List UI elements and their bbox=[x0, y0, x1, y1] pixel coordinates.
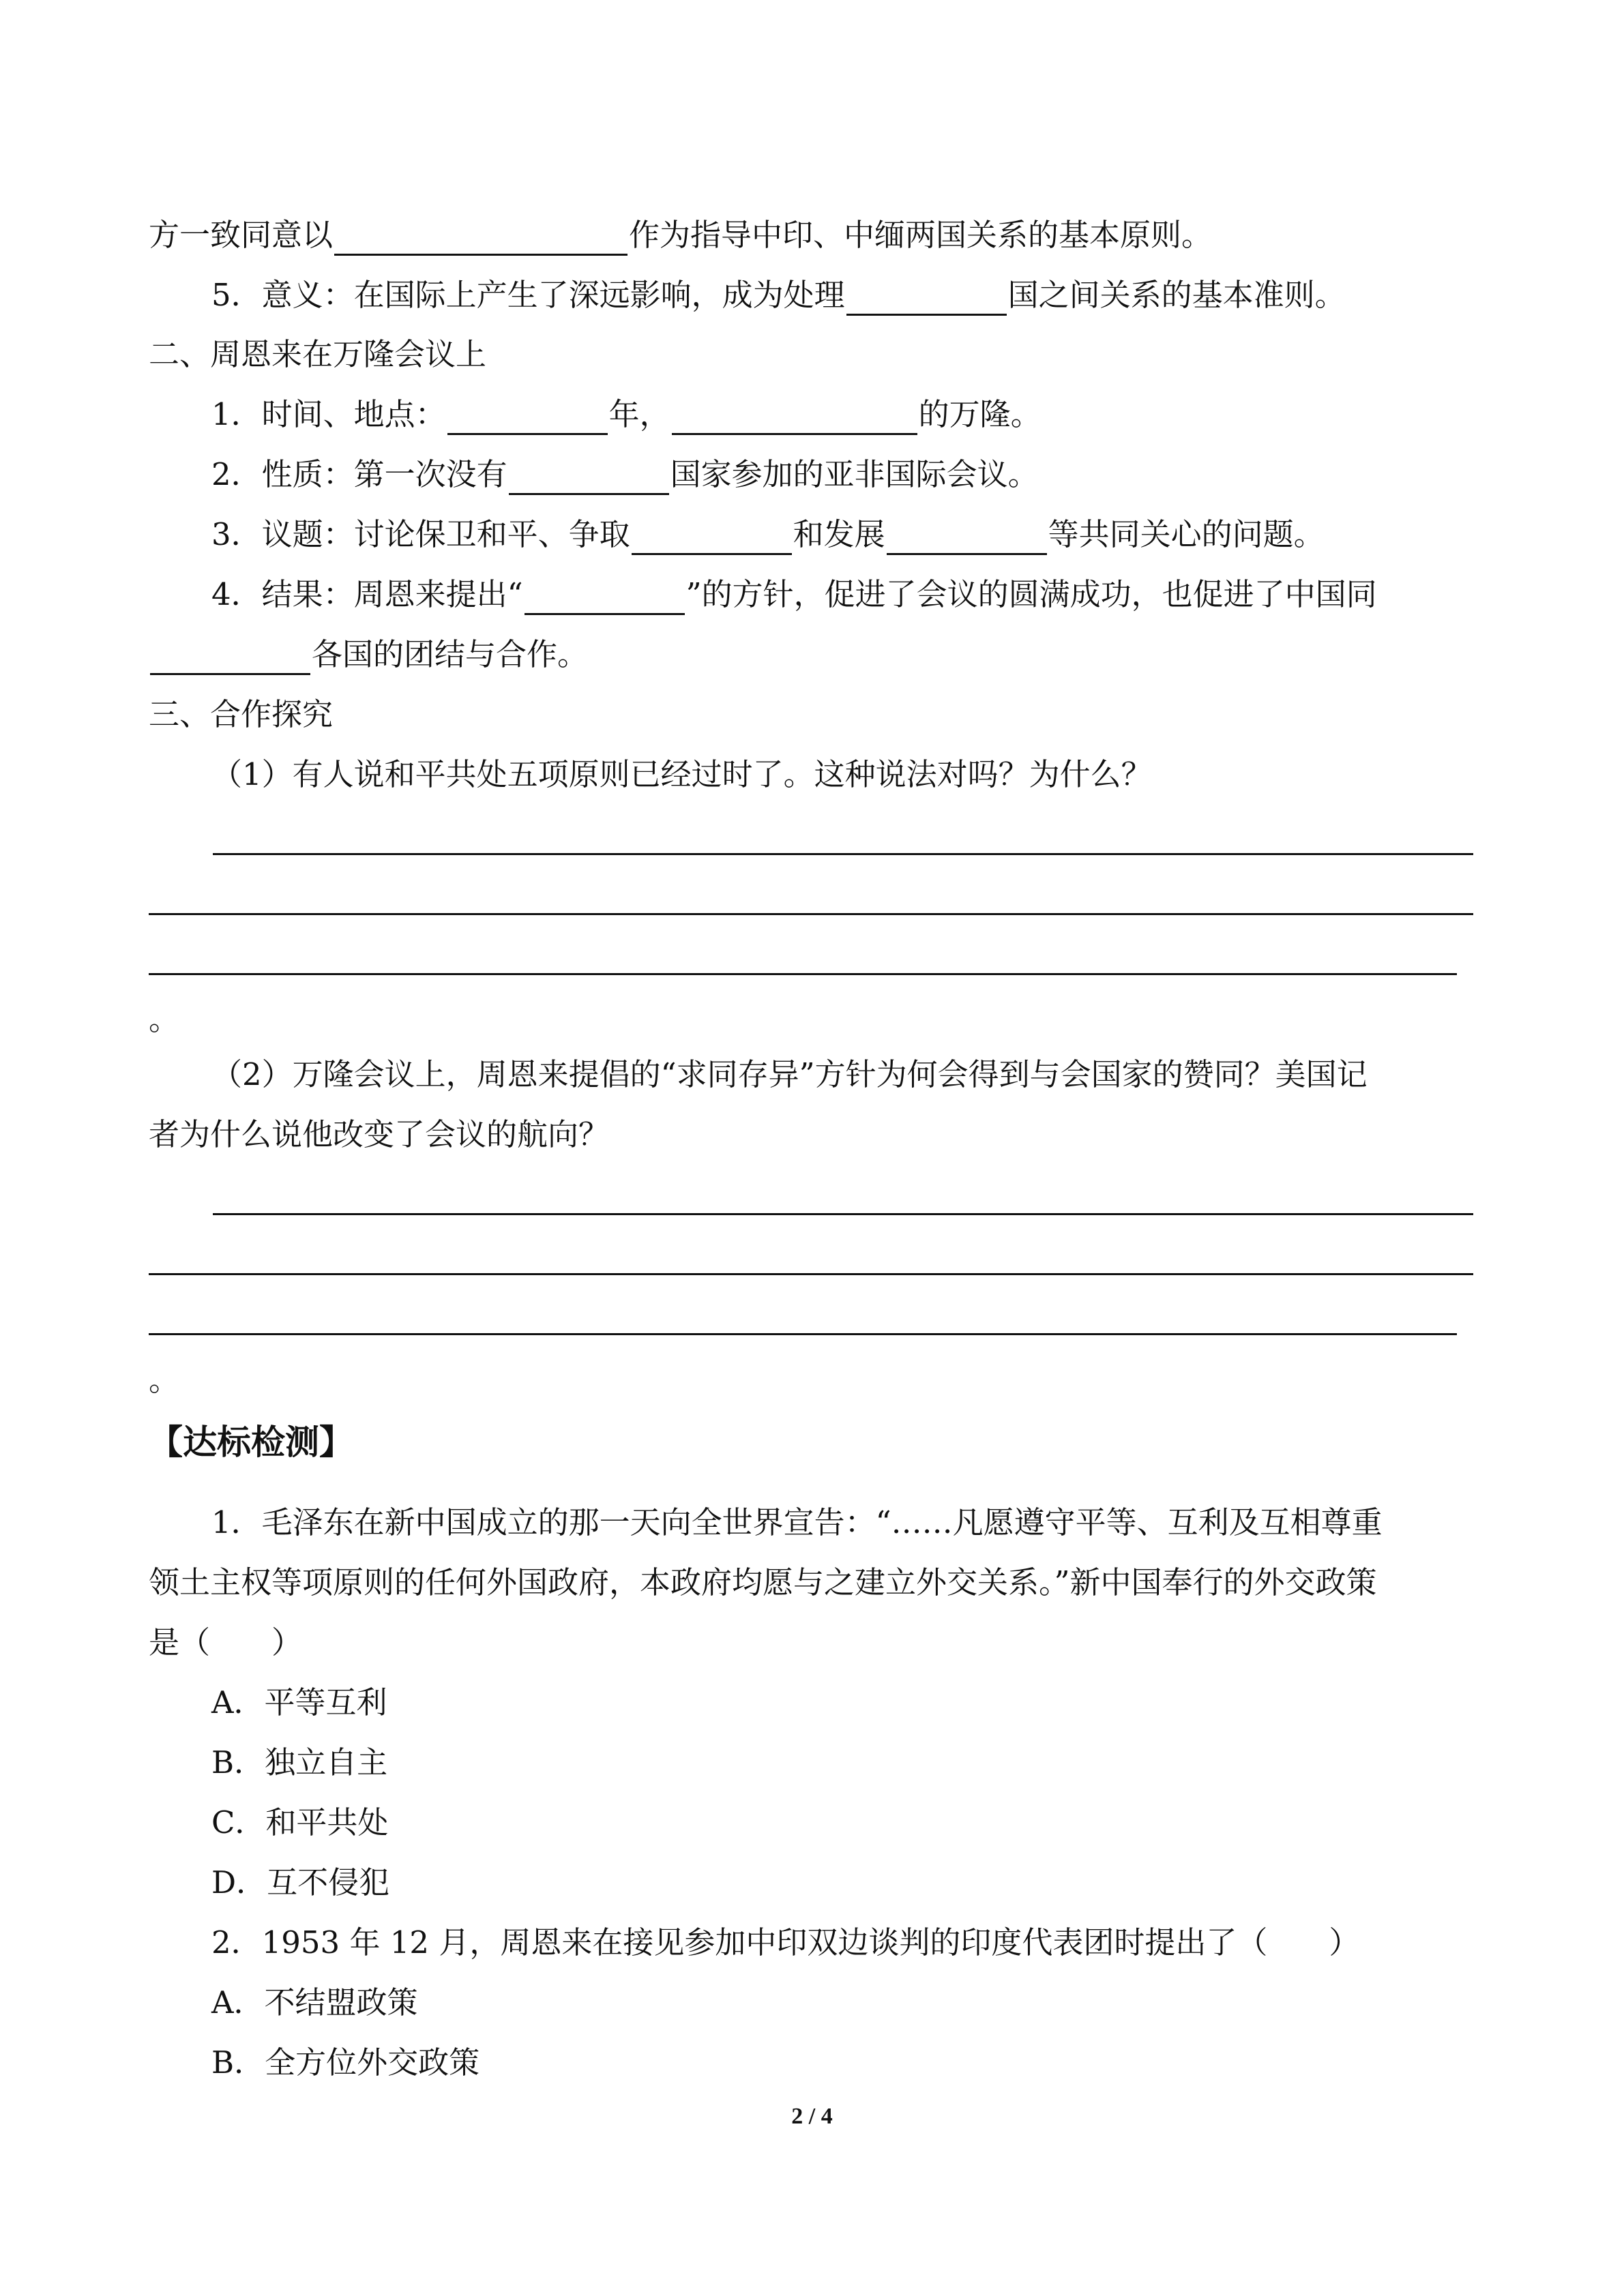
text: 5．意义：在国际上产生了深远影响，成为处理 bbox=[211, 277, 845, 313]
text: 方一致同意以 bbox=[149, 217, 334, 253]
text: 3．议题：讨论保卫和平、争取 bbox=[211, 516, 630, 552]
fill-blank[interactable] bbox=[632, 520, 792, 555]
fill-blank[interactable] bbox=[525, 580, 685, 615]
text: 4．结果：周恩来提出“ bbox=[211, 576, 523, 612]
text: 的万隆。 bbox=[918, 396, 1042, 432]
text: 等共同关心的问题。 bbox=[1048, 516, 1325, 552]
fill-blank[interactable] bbox=[334, 221, 628, 256]
text: 各国的团结与合作。 bbox=[312, 636, 589, 672]
page-number: 2 / 4 bbox=[791, 2104, 833, 2129]
fill-blank[interactable] bbox=[672, 400, 917, 435]
text: 1．时间、地点： bbox=[211, 396, 446, 432]
test-q1-line3: 是（ ） bbox=[149, 1624, 303, 1660]
line-principle bbox=[149, 215, 1212, 256]
answer-line[interactable] bbox=[149, 1273, 1473, 1275]
question-2-line1: （2）万隆会议上，周恩来提倡的“求同存异”方针为何会得到与会国家的赞同？美国记 bbox=[211, 1056, 1368, 1092]
option-a[interactable]: A．平等互利 bbox=[211, 1684, 387, 1720]
option-d[interactable]: D．互不侵犯 bbox=[211, 1864, 390, 1900]
answer-line[interactable] bbox=[213, 853, 1473, 855]
answer-line[interactable] bbox=[149, 913, 1473, 915]
test-q1-line2: 领土主权等项原则的任何外国政府，本政府均愿与之建立外交关系。”新中国奉行的外交政策 bbox=[149, 1564, 1377, 1600]
answer-line[interactable] bbox=[149, 1333, 1457, 1335]
section-heading-bandung: 二、周恩来在万隆会议上 bbox=[149, 336, 487, 372]
answer-end-mark: 。 bbox=[149, 1001, 180, 1037]
text: ”的方针，促进了会议的圆满成功，也促进了中国同 bbox=[685, 576, 1377, 612]
item-time-place bbox=[211, 394, 1042, 435]
question-2-line2: 者为什么说他改变了会议的航向？ bbox=[149, 1116, 610, 1152]
item-nature bbox=[211, 454, 1039, 495]
answer-end-mark: 。 bbox=[149, 1362, 180, 1398]
test-q1-line1: 1．毛泽东在新中国成立的那一天向全世界宣告：“……凡愿遵守平等、互利及互相尊重 bbox=[211, 1504, 1383, 1540]
fill-blank[interactable] bbox=[150, 640, 310, 675]
question-1: （1）有人说和平共处五项原则已经过时了。这种说法对吗？为什么？ bbox=[211, 756, 1152, 792]
answer-line[interactable] bbox=[149, 973, 1457, 975]
test-q2-line1: 2．1953 年 12 月，周恩来在接见参加中印双边谈判的印度代表团时提出了（ ） bbox=[211, 1924, 1360, 1960]
fill-blank[interactable] bbox=[509, 460, 669, 495]
item-result bbox=[211, 574, 1377, 615]
option-c[interactable]: C．和平共处 bbox=[211, 1804, 389, 1840]
item-topics bbox=[211, 514, 1325, 555]
section-heading-inquiry: 三、合作探究 bbox=[149, 696, 334, 732]
text: 国之间关系的基本准则。 bbox=[1007, 277, 1346, 313]
item-result-cont bbox=[149, 634, 588, 675]
item-significance bbox=[211, 275, 1346, 316]
option-a[interactable]: A．不结盟政策 bbox=[211, 1984, 418, 2021]
option-b[interactable]: B．独立自主 bbox=[211, 1744, 388, 1780]
answer-line[interactable] bbox=[213, 1213, 1473, 1215]
test-heading: 【达标检测】 bbox=[149, 1422, 353, 1462]
text: 年， bbox=[608, 396, 670, 432]
fill-blank[interactable] bbox=[846, 281, 1007, 316]
text: 2．性质：第一次没有 bbox=[211, 456, 507, 492]
text: 和发展 bbox=[793, 516, 885, 552]
fill-blank[interactable] bbox=[447, 400, 608, 435]
text: 国家参加的亚非国际会议。 bbox=[670, 456, 1039, 492]
text: 作为指导中印、中缅两国关系的基本原则。 bbox=[629, 217, 1213, 253]
option-b[interactable]: B．全方位外交政策 bbox=[211, 2044, 480, 2081]
fill-blank[interactable] bbox=[887, 520, 1047, 555]
